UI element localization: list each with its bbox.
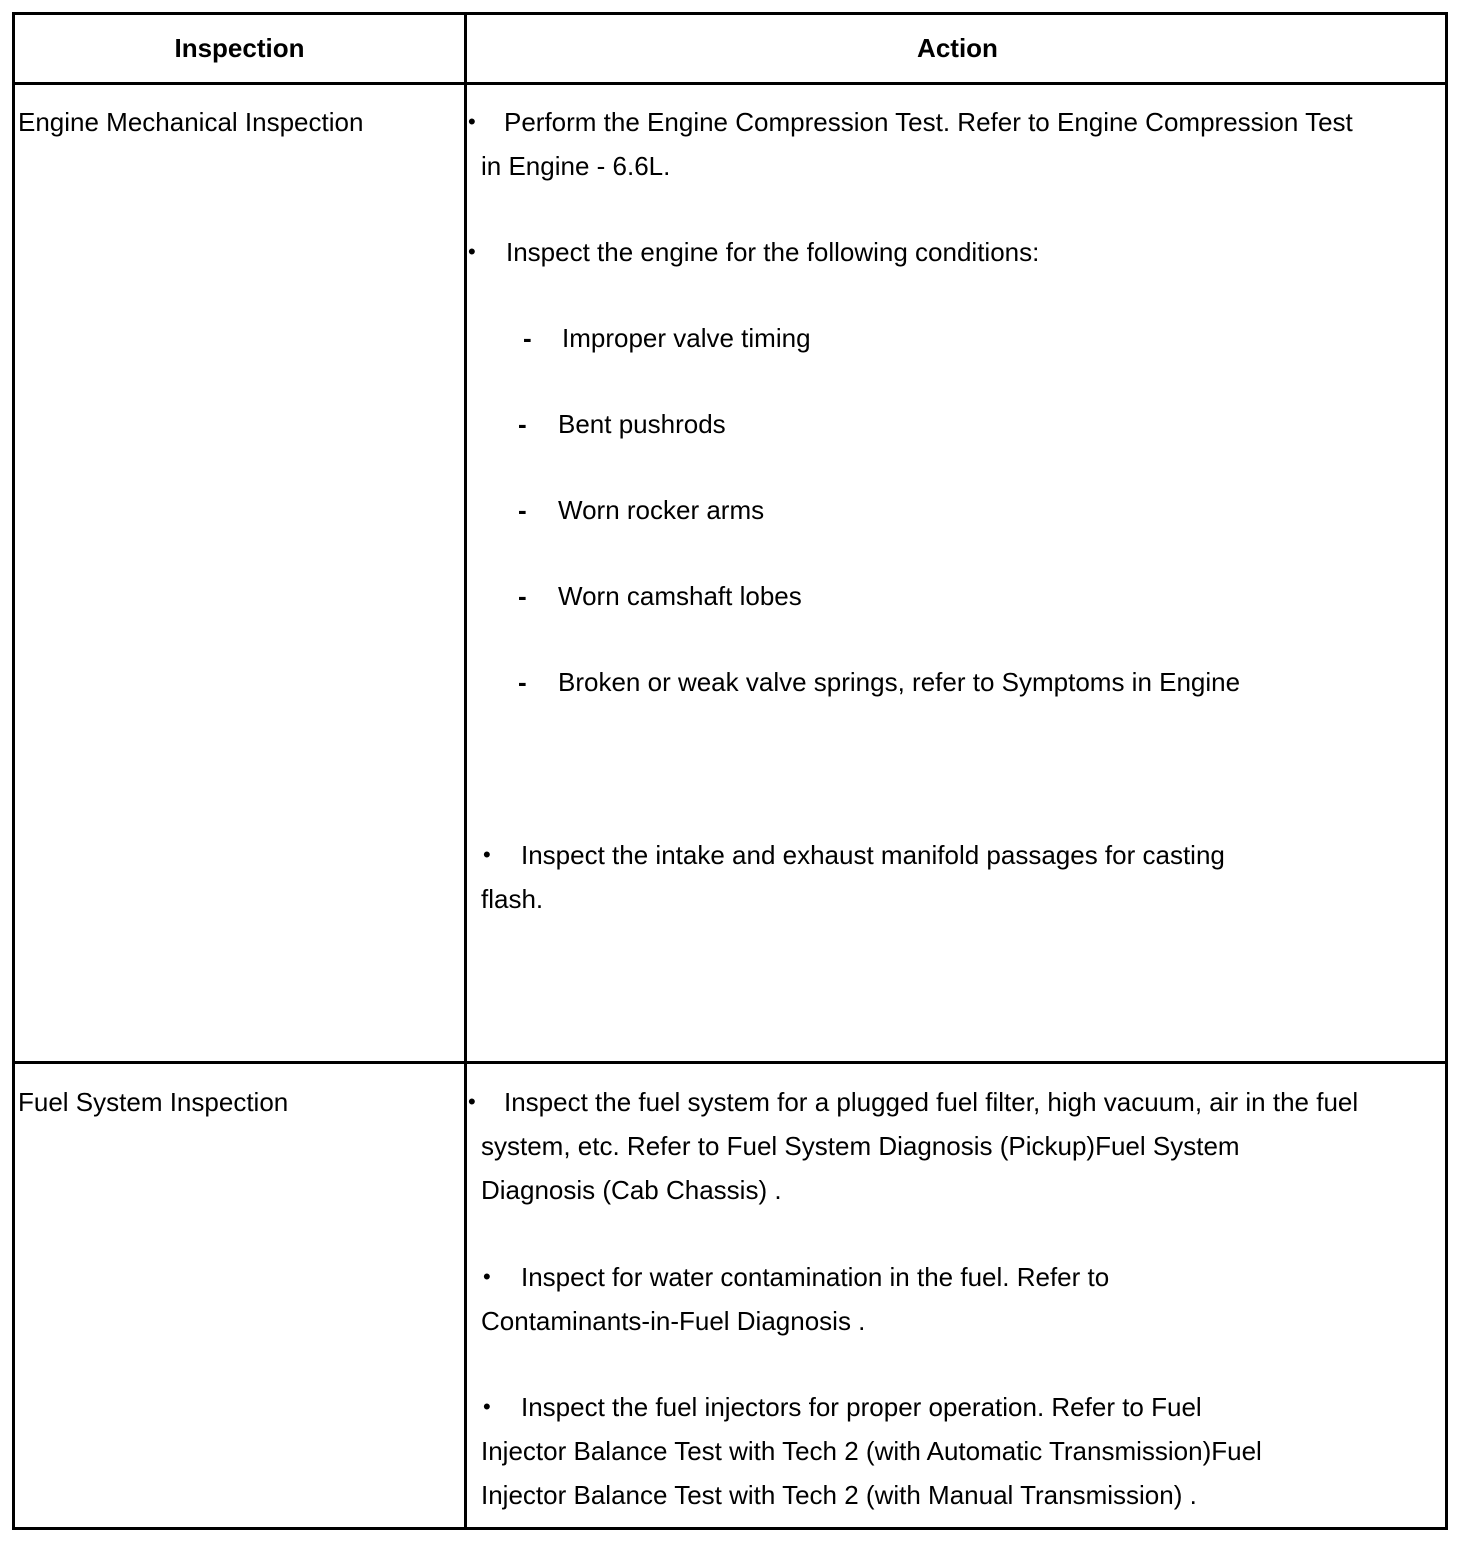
header-inspection: Inspection [174, 33, 305, 63]
row2-bullet1-marker: • [468, 1089, 476, 1114]
column-divider [464, 15, 467, 1527]
inspection-table [12, 12, 1448, 1530]
header-divider [15, 82, 1445, 85]
subitem: Bent pushrods [558, 409, 726, 439]
subitem: Broken or weak valve springs, refer to Symptoms in Engine [558, 667, 1241, 697]
subitem: Improper valve timing [562, 323, 811, 353]
row2-bullet2-marker: • [483, 1264, 491, 1289]
subitem: Worn camshaft lobes [558, 581, 802, 611]
row2-inspection: Fuel System Inspection [18, 1087, 289, 1117]
row1-bullet3-marker: • [483, 842, 491, 867]
row2-bullet3-line1: Inspect the fuel injectors for proper operation. Refer to Fuel [521, 1392, 1202, 1422]
row2-bullet1-line1: Inspect the fuel system for a plugged fuel filter, high vacuum, air in the fuel [504, 1087, 1359, 1117]
row1-bullet3-line1: Inspect the intake and exhaust manifold passages for casting [521, 840, 1225, 870]
subitem-dash: - [523, 323, 532, 353]
row2-bullet2-line1: Inspect for water contamination in the fuel. Refer to [521, 1262, 1110, 1292]
row1-bullet3-line2: flash. [481, 884, 544, 914]
row2-bullet3-marker: • [483, 1394, 491, 1419]
row1-bullet1-line2: in Engine - 6.6L. [481, 151, 671, 181]
header-action: Action [917, 33, 998, 63]
subitem-dash: - [518, 495, 527, 525]
row-divider [15, 1061, 1445, 1064]
row1-bullet2-text: Inspect the engine for the following conditions: [506, 237, 1040, 267]
row1-bullet1-marker: • [468, 109, 476, 134]
row1-inspection: Engine Mechanical Inspection [18, 107, 364, 137]
subitem-dash: - [518, 581, 527, 611]
row1-bullet2-marker: • [468, 239, 476, 264]
row2-bullet3-line2: Injector Balance Test with Tech 2 (with Automatic Transmission)Fuel [481, 1436, 1262, 1466]
row2-bullet3-line3: Injector Balance Test with Tech 2 (with Manual Transmission) . [481, 1480, 1197, 1510]
subitem-dash: - [518, 409, 527, 439]
subitem-dash: - [518, 667, 527, 697]
row2-bullet2-line2: Contaminants-in-Fuel Diagnosis . [481, 1306, 866, 1336]
row2-bullet1-line2: system, etc. Refer to Fuel System Diagnosis (Pickup)Fuel System [481, 1131, 1240, 1161]
subitem: Worn rocker arms [558, 495, 765, 525]
row1-bullet1-line1: Perform the Engine Compression Test. Refer to Engine Compression Test [504, 107, 1353, 137]
row2-bullet1-line3: Diagnosis (Cab Chassis) . [481, 1175, 782, 1205]
